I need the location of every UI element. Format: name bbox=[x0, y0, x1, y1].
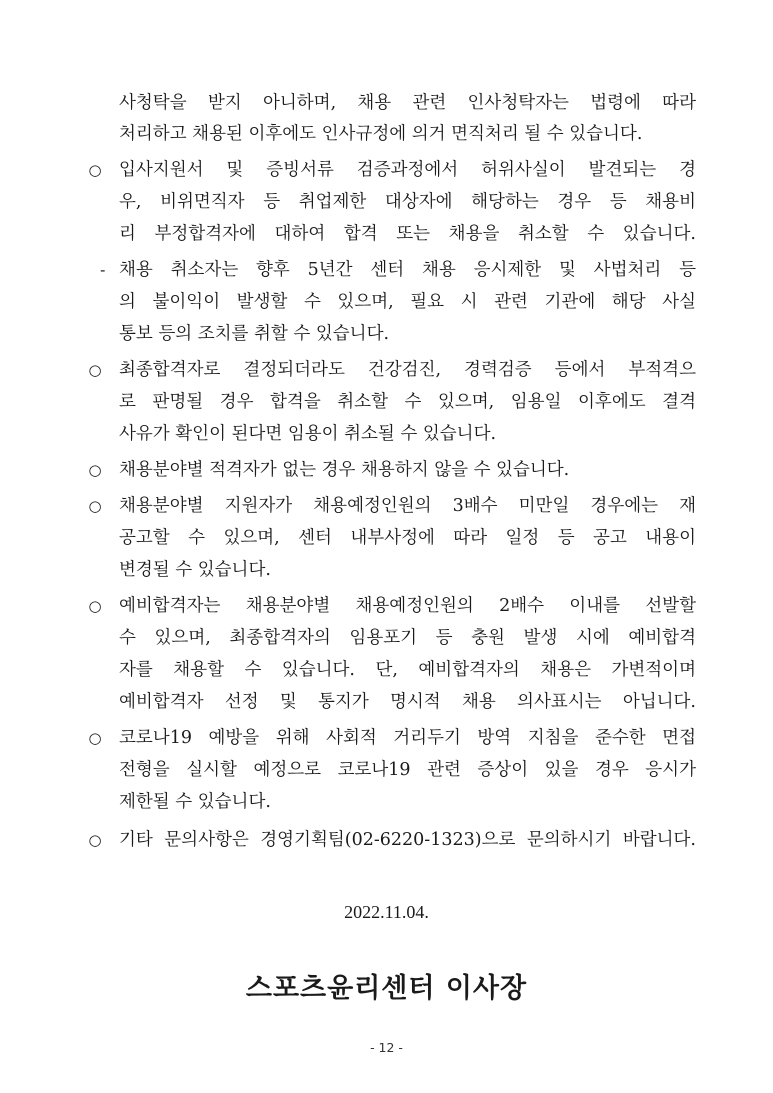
body-text-line: 처리하고 채용된 이후에도 인사규정에 의거 면직처리 될 수 있습니다. bbox=[119, 124, 643, 144]
circle-bullet-icon: ○ bbox=[88, 497, 102, 515]
circle-bullet-icon: ○ bbox=[88, 161, 102, 179]
body-text-line: 통보 등의 조치를 취할 수 있습니다. bbox=[119, 324, 390, 344]
body-text-line: 로 판명될 경우 합격을 취소할 수 있으며, 임용일 이후에도 결격 bbox=[119, 392, 696, 412]
body-text-line: 기타 문의사항은 경영기획팀(02-6220-1323)으로 문의하시기 바랍니다. bbox=[119, 830, 696, 850]
circle-bullet-icon: ○ bbox=[88, 597, 102, 615]
circle-bullet-icon: ○ bbox=[88, 461, 102, 479]
body-text-line: 코로나19 예방을 위해 사회적 거리두기 방역 지침을 준수한 면접 bbox=[119, 728, 696, 748]
dash-bullet-icon: - bbox=[100, 261, 106, 279]
body-text-line: 전형을 실시할 예정으로 코로나19 관련 증상이 있을 경우 응시가 bbox=[119, 760, 696, 780]
signature-title: 스포츠윤리센터 이사장 bbox=[245, 973, 528, 1004]
body-text-line: 예비합격자는 채용분야별 채용예정인원의 2배수 이내를 선발할 bbox=[119, 596, 696, 616]
circle-bullet-icon: ○ bbox=[88, 729, 102, 747]
body-text-line: 채용 취소자는 향후 5년간 센터 채용 응시제한 및 사법처리 등 bbox=[119, 260, 696, 280]
body-text-line: 자를 채용할 수 있습니다. 단, 예비합격자의 채용은 가변적이며 bbox=[119, 660, 696, 680]
body-text-line: 의 불이익이 발생할 수 있으며, 필요 시 관련 기관에 해당 사실 bbox=[119, 292, 696, 312]
circle-bullet-icon: ○ bbox=[88, 831, 102, 849]
body-text-line: 수 있으며, 최종합격자의 임용포기 등 충원 발생 시에 예비합격 bbox=[119, 628, 696, 648]
page-number: - 12 - bbox=[370, 1040, 403, 1055]
body-text-line: 공고할 수 있으며, 센터 내부사정에 따라 일정 등 공고 내용이 bbox=[119, 528, 696, 548]
body-text-line: 리 부정합격자에 대하여 합격 또는 채용을 취소할 수 있습니다. bbox=[119, 224, 696, 244]
document-date: 2022.11.04. bbox=[344, 902, 429, 922]
body-text-line: 예비합격자 선정 및 통지가 명시적 채용 의사표시는 아닙니다. bbox=[119, 692, 696, 712]
body-text-line: 채용분야별 적격자가 없는 경우 채용하지 않을 수 있습니다. bbox=[119, 460, 570, 480]
body-text-line: 제한될 수 있습니다. bbox=[119, 792, 271, 812]
circle-bullet-icon: ○ bbox=[88, 361, 102, 379]
body-text-line: 최종합격자로 결정되더라도 건강검진, 경력검증 등에서 부적격으 bbox=[119, 360, 696, 380]
body-text-line: 입사지원서 및 증빙서류 검증과정에서 허위사실이 발견되는 경 bbox=[119, 160, 696, 180]
body-text-line: 우, 비위면직자 등 취업제한 대상자에 해당하는 경우 등 채용비 bbox=[119, 192, 696, 212]
body-text-line: 채용분야별 지원자가 채용예정인원의 3배수 미만일 경우에는 재 bbox=[119, 496, 696, 516]
body-text-line: 사청탁을 받지 아니하며, 채용 관련 인사청탁자는 법령에 따라 bbox=[119, 93, 696, 113]
body-text-line: 사유가 확인이 된다면 임용이 취소될 수 있습니다. bbox=[119, 424, 497, 444]
body-text-line: 변경될 수 있습니다. bbox=[119, 560, 271, 580]
